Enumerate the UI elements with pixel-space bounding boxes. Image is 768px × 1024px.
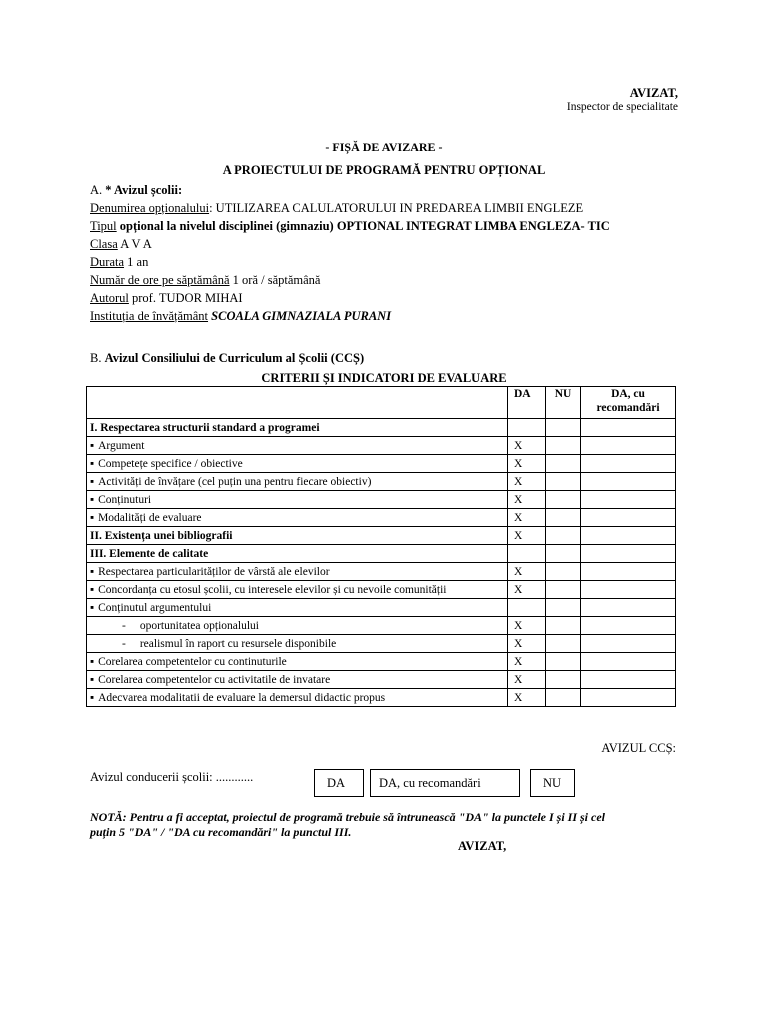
da-recomandari-cell [581,491,676,509]
da-recomandari-cell [581,671,676,689]
header-da: DA [508,387,546,419]
nu-cell [546,617,581,635]
da-recomandari-cell [581,545,676,563]
nu-cell [546,689,581,707]
section-a-heading [90,183,182,198]
criteria-text: - oportunitatea opționalului [90,620,259,632]
criteria-text: ▪ Activități de învățare (cel puțin una pentru fiecare obiectiv) [90,476,371,488]
document-subtitle: A PROIECTULUI DE PROGRAMĂ PENTRU OPȚIONAL [222,163,546,177]
da-cell: X [508,473,546,491]
nu-cell [546,509,581,527]
criteria-label [87,473,508,491]
da-cell: X [508,635,546,653]
criteria-label [87,437,508,455]
document-title: - FIȘĂ DE AVIZARE - [325,140,443,154]
tip-value: opțional la nivelul disciplinei (gimnaziu) OPTIONAL INTEGRAT LIMBA ENGLEZA- TIC [116,219,610,233]
da-cell: X [508,455,546,473]
header-da-recomandari: DA, cu recomandări [581,387,676,419]
nu-cell [546,545,581,563]
criteria-label [87,653,508,671]
da-cell: X [508,509,546,527]
da-recomandari-cell [581,635,676,653]
criteria-label [87,635,508,653]
table-row [87,689,676,707]
clasa-value: A V A [117,237,152,251]
nu-cell [546,455,581,473]
field-tip [90,219,610,234]
clasa-label: Clasa [90,237,118,251]
criteria-text: ▪ Corelarea competentelor cu activitatile de invatare [90,674,330,686]
da-cell: X [508,689,546,707]
denumire-label: Denumirea opționalului [90,201,210,215]
criteria-text: ▪ Corelarea competentelor cu continuturile [90,656,287,668]
criteria-label [87,617,508,635]
table-row [87,617,676,635]
criteria-text: ▪ Adecvarea modalitatii de evaluare la demersul didactic propus [90,692,385,704]
field-ore [90,273,320,288]
nu-cell [546,491,581,509]
criteria-label [87,545,508,563]
ore-label: Număr de ore pe săptămână [90,273,230,287]
field-denumire [90,201,583,216]
da-cell: X [508,653,546,671]
criteria-text: III. Elemente de calitate [90,547,209,560]
tip-label: Tipul [90,219,117,233]
nu-cell [546,653,581,671]
nu-cell [546,581,581,599]
nu-cell [546,419,581,437]
approval-footer: AVIZAT, [458,839,507,853]
da-cell: X [508,527,546,545]
criteria-label [87,689,508,707]
criteria-table [86,386,676,707]
criteria-text: ▪ Modalități de evaluare [90,512,202,524]
table-row [87,527,676,545]
field-institutie [90,309,391,324]
criteria-label [87,671,508,689]
nu-cell [546,563,581,581]
table-row [87,671,676,689]
da-recomandari-cell [581,689,676,707]
ore-value: 1 oră / săptămână [229,273,321,287]
da-cell: X [508,563,546,581]
table-row [87,599,676,617]
criteria-text: ▪ Conținuturi [90,494,151,506]
nu-cell [546,437,581,455]
option-da-recomandari-box[interactable]: DA, cu recomandări [370,769,520,797]
nu-cell [546,599,581,617]
criteria-label [87,527,508,545]
nu-cell [546,635,581,653]
note-line-1: NOTĂ: Pentru a fi acceptat, proiectul de programă trebuie să întrunească "DA" la punctele I și II și cel [90,810,605,824]
da-cell [508,419,546,437]
table-row [87,545,676,563]
da-recomandari-cell [581,455,676,473]
criteria-label [87,563,508,581]
institutie-value: SCOALA GIMNAZIALA PURANI [208,309,392,323]
table-row [87,473,676,491]
criteria-text: ▪ Conținutul argumentului [90,602,211,614]
table-row [87,563,676,581]
criteria-text: ▪ Competețe specifice / obiective [90,458,243,470]
da-cell: X [508,437,546,455]
header-criteria-cell [87,387,508,419]
table-row [87,509,676,527]
da-recomandari-cell [581,509,676,527]
da-recomandari-cell [581,617,676,635]
table-row [87,455,676,473]
avizul-ccs-label: AVIZUL CCȘ: [601,741,676,755]
autor-value: prof. TUDOR MIHAI [128,291,243,305]
da-recomandari-cell [581,563,676,581]
table-row [87,581,676,599]
field-durata [90,255,148,270]
da-recomandari-cell [581,419,676,437]
option-da-box[interactable]: DA [314,769,364,797]
criteria-text: ▪ Argument [90,440,145,452]
criteria-label [87,491,508,509]
criteria-text: ▪ Concordanța cu etosul școlii, cu interesele elevilor și cu nevoile comunității [90,584,447,596]
criteria-label [87,581,508,599]
header-nu: NU [546,387,581,419]
da-cell [508,545,546,563]
inspector-label: Inspector de specialitate [566,101,678,113]
table-row [87,491,676,509]
criteria-text: ▪ Respectarea particularităților de vârstă ale elevilor [90,566,330,578]
denumire-value: : UTILIZAREA CALULATORULUI IN PREDAREA LIMBII ENGLEZE [209,201,584,215]
nu-cell [546,671,581,689]
school-management-approval: Avizul conducerii școlii: ............ [90,770,254,784]
da-cell: X [508,671,546,689]
criteria-text: I. Respectarea structurii standard a programei [90,421,320,434]
criteria-text: - realismul în raport cu resursele disponibile [90,638,336,650]
note-line-2: puțin 5 "DA" / "DA cu recomandări" la punctul III. [90,825,352,839]
criteria-label [87,599,508,617]
criteria-text: II. Existența unei bibliografii [90,529,233,542]
nu-cell [546,473,581,491]
da-recomandari-cell [581,473,676,491]
table-row [87,419,676,437]
criteria-body [87,419,676,707]
section-b-heading [90,351,364,366]
section-b-label: Avizul Consiliului de Curriculum al Școlii (CCȘ) [104,351,365,365]
da-recomandari-cell [581,599,676,617]
criteria-table-title: CRITERII ȘI INDICATORI DE EVALUARE [261,371,507,385]
autor-label: Autorul [90,291,129,305]
option-nu-box[interactable]: NU [530,769,575,797]
nu-cell [546,527,581,545]
da-cell: X [508,581,546,599]
section-b-prefix: B. [90,351,102,365]
table-row [87,653,676,671]
institutie-label: Instituția de învățământ [90,309,209,323]
criteria-label [87,509,508,527]
durata-label: Durata [90,255,125,269]
section-a-prefix: A. [90,183,103,197]
field-clasa [90,237,152,252]
section-a-label: * Avizul școlii: [105,183,183,197]
durata-value: 1 an [124,255,149,269]
da-cell: X [508,491,546,509]
criteria-label [87,419,508,437]
da-recomandari-cell [581,527,676,545]
field-autor [90,291,243,306]
da-cell [508,599,546,617]
da-recomandari-cell [581,437,676,455]
table-row [87,437,676,455]
criteria-label [87,455,508,473]
da-cell: X [508,617,546,635]
da-recomandari-cell [581,653,676,671]
da-recomandari-cell [581,581,676,599]
criteria-header-row [87,387,676,419]
table-row [87,635,676,653]
approval-heading: AVIZAT, [629,86,678,100]
